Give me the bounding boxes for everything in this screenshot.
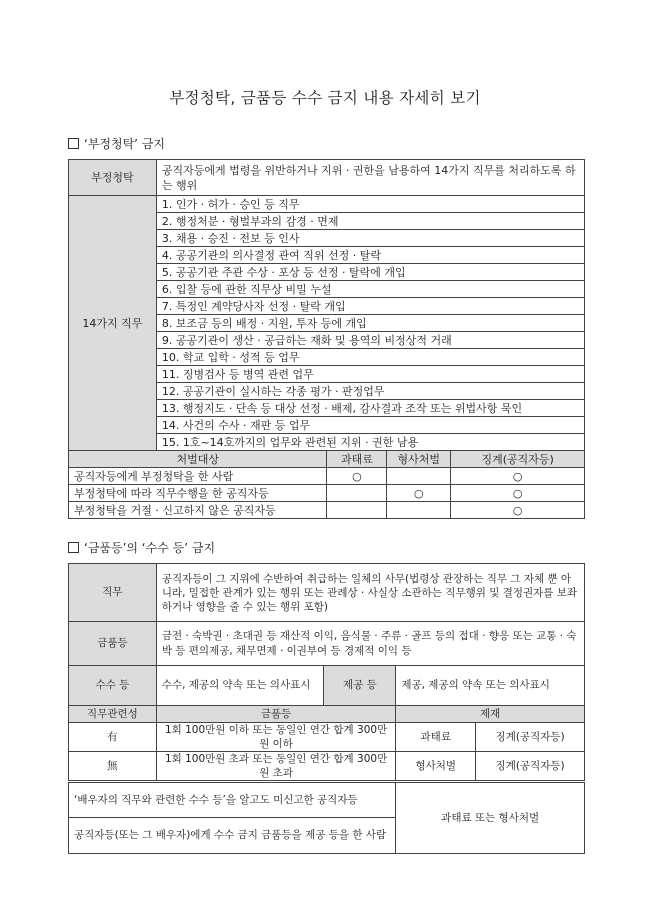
header-discipline: 징계(공직자등) (451, 451, 585, 468)
section1-heading-text: ‘부정청탁’ 금지 (84, 137, 165, 151)
penalty-fine (327, 485, 387, 502)
header-target: 처벌대상 (69, 451, 327, 468)
duty-item: 15. 1호~14호까지의 업무와 관련된 지위 · 권한 남용 (156, 434, 584, 451)
definition-text: 공직자등에게 법령을 위반하거나 지위 · 권한을 남용하여 14가지 직무를 처리하도록 하는 행위 (156, 160, 584, 196)
duty-text: 공직자등이 그 지위에 수반하여 취급하는 일체의 사무(법령상 관장하는 직무 그 자체 뿐 아니라, 밀접한 관계가 있는 행위 또는 관례상 · 사실상 소관하는 직무행위 및 결정권자를 보좌하거나 영향을 줄 수 있는 행위 포함) (156, 564, 584, 622)
penalty-target: 부정청탁을 거절 · 신고하지 않은 공직자등 (69, 502, 327, 519)
extra-sanction: 과태료 또는 형사처벌 (396, 782, 585, 854)
duty-item: 10. 학교 입학 · 성적 등 업무 (156, 349, 584, 366)
receive-text: 수수, 제공의 약속 또는 의사표시 (156, 666, 324, 706)
sanction2-cell: 징계(공직자등) (476, 752, 585, 782)
extra-row: ‘배우자의 직무와 관련한 수수 등’을 알고도 미신고한 공직자등 (69, 782, 396, 818)
provide-label: 제공 등 (324, 666, 396, 706)
penalty-discipline: ○ (451, 485, 585, 502)
duty-item: 12. 공공기관이 실시하는 각종 평가 · 판정업무 (156, 383, 584, 400)
duty-item: 9. 공공기관이 생산 · 공급하는 재화 및 용역의 비정상적 거래 (156, 332, 584, 349)
header-sanction: 제재 (396, 706, 585, 723)
duty-item: 13. 행정지도 · 단속 등 대상 선정 · 배제, 감사결과 조작 또는 위법사항 묵인 (156, 400, 584, 417)
duty-item: 5. 공공기관 주관 수상 · 포상 등 선정 · 탈락에 개입 (156, 264, 584, 281)
goods-label: 금품등 (69, 622, 157, 666)
penalty-fine: ○ (327, 468, 387, 485)
goods-text: 금전 · 숙박권 · 초대권 등 재산적 이익, 음식물 · 주류 · 골프 등의 접대 · 향응 또는 교통 · 숙박 등 편의제공, 채무면제 · 이권부여 등 경제적 이익 등 (156, 622, 584, 666)
duty-label: 직무 (69, 564, 157, 622)
definition-label: 부정청탁 (69, 160, 157, 196)
solicitation-table (68, 159, 585, 519)
duty-item: 2. 행정처분 · 형벌부과의 감경 · 면제 (156, 213, 584, 230)
duty-item: 8. 보조금 등의 배정 · 지원, 투자 등에 개입 (156, 315, 584, 332)
duties-label: 14가지 직무 (69, 196, 157, 451)
relation-cell: 無 (69, 752, 157, 782)
duty-item: 3. 채용 · 승진 · 전보 등 인사 (156, 230, 584, 247)
duty-item: 11. 징병검사 등 병역 관련 업무 (156, 366, 584, 383)
penalty-discipline: ○ (451, 502, 585, 519)
duty-item: 6. 입찰 등에 관한 직무상 비밀 누설 (156, 281, 584, 298)
provide-text: 제공, 제공의 약속 또는 의사표시 (396, 666, 585, 706)
penalty-fine (327, 502, 387, 519)
relation-cell: 有 (69, 723, 157, 752)
checkbox-icon (68, 138, 79, 149)
section2-heading-text: ‘금품등’의 ‘수수 등’ 금지 (84, 541, 216, 555)
duty-item: 7. 특정인 계약당사자 선정 · 탈락 개입 (156, 298, 584, 315)
penalty-criminal (387, 468, 451, 485)
section2-heading (68, 539, 215, 556)
section1-heading (68, 135, 165, 152)
duty-item: 14. 사건의 수사 · 재판 등 업무 (156, 417, 584, 434)
sanction2-cell: 징계(공직자등) (476, 723, 585, 752)
header-relation: 직무관련성 (69, 706, 157, 723)
penalty-target: 부정청탁에 따라 직무수행을 한 공직자등 (69, 485, 327, 502)
checkbox-icon (68, 542, 79, 553)
goods-cell: 1회 100만원 이하 또는 동일인 연간 합계 300만원 이하 (156, 723, 396, 752)
page-title: 부정청탁, 금품등 수수 금지 내용 자세히 보기 (169, 89, 481, 107)
sanction1-cell: 형사처벌 (396, 752, 476, 782)
goods-cell: 1회 100만원 초과 또는 동일인 연간 합계 300만원 초과 (156, 752, 396, 782)
extra-row: 공직자등(또는 그 배우자)에게 수수 금지 금품등을 제공 등을 한 사람 (69, 818, 396, 854)
header-goods: 금품등 (156, 706, 396, 723)
duty-item: 4. 공공기관의 의사결정 관여 직위 선정 · 탈락 (156, 247, 584, 264)
penalty-target: 공직자등에게 부정청탁을 한 사람 (69, 468, 327, 485)
receive-label: 수수 등 (69, 666, 157, 706)
penalty-discipline: ○ (451, 468, 585, 485)
header-criminal: 형사처벌 (387, 451, 451, 468)
header-fine: 과태료 (327, 451, 387, 468)
sanction1-cell: 과태료 (396, 723, 476, 752)
gifts-table (68, 563, 585, 854)
penalty-criminal: ○ (387, 485, 451, 502)
duty-item: 1. 인가 · 허가 · 승인 등 직무 (156, 196, 584, 213)
penalty-criminal (387, 502, 451, 519)
